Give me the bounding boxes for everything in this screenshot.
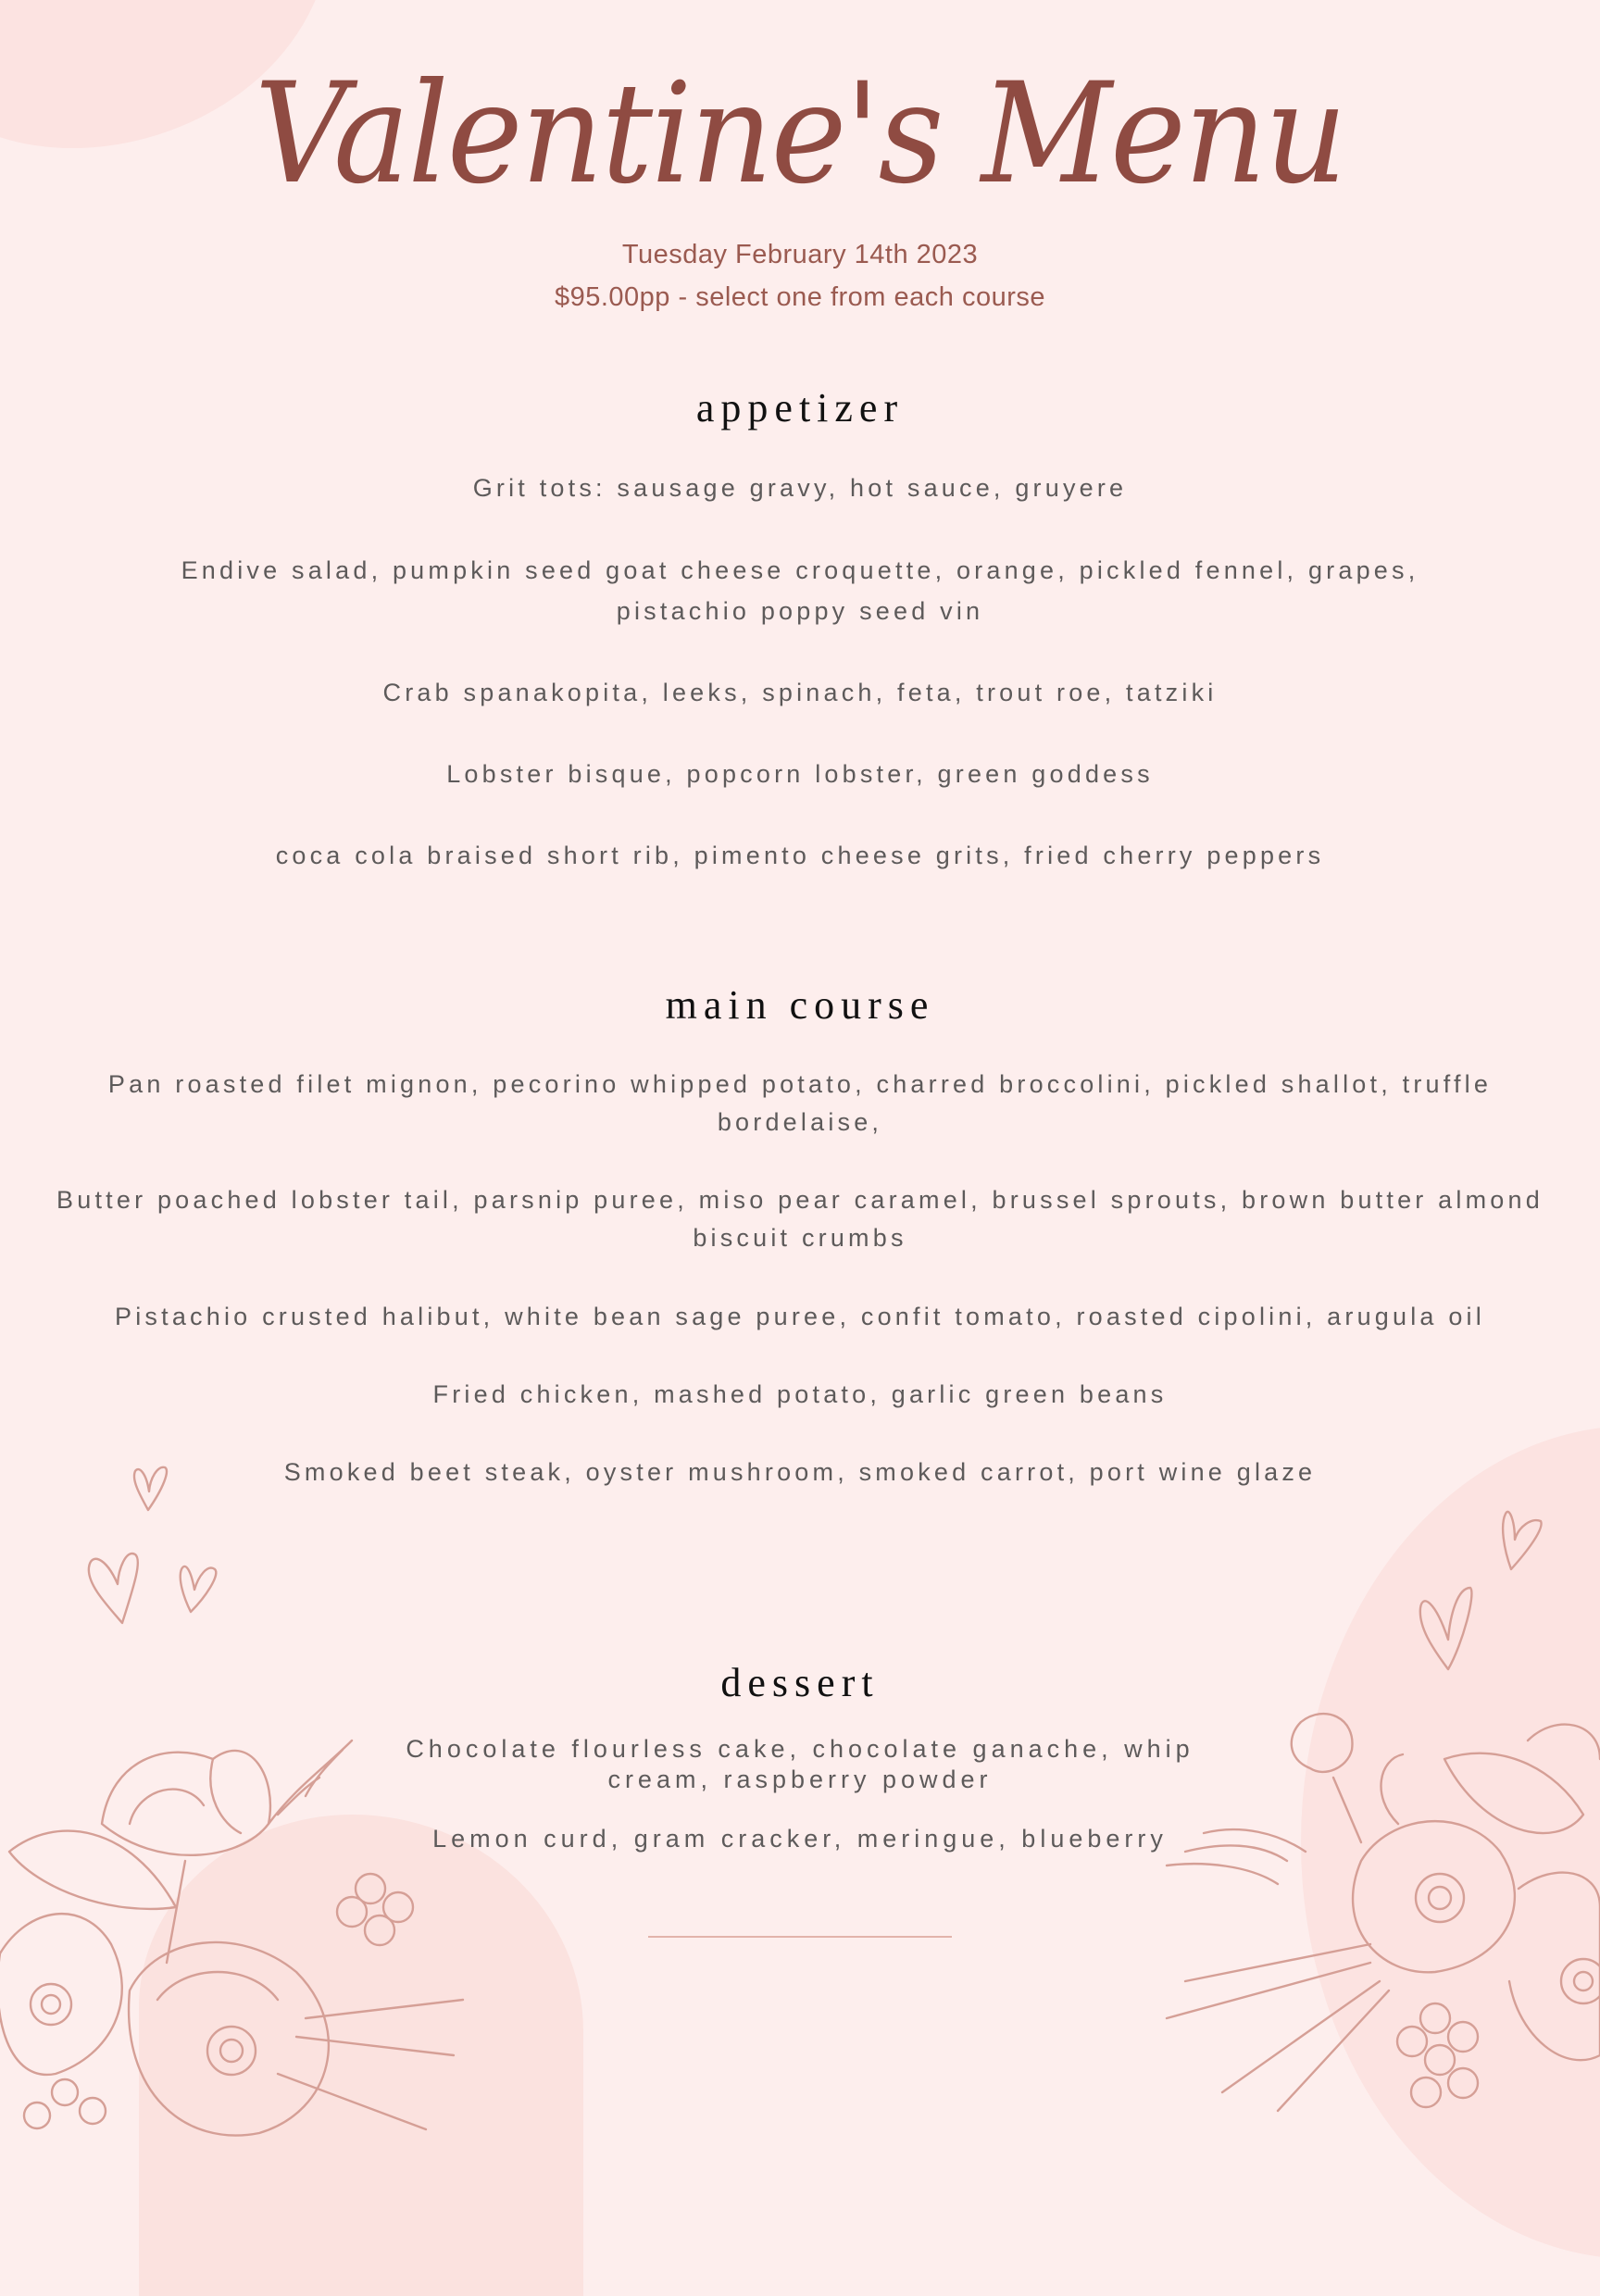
section-heading-main-course: main course: [665, 982, 935, 1028]
heart-icon: [130, 1466, 176, 1521]
menu-item: Smoked beet steak, oyster mushroom, smoked carrot, port wine glaze: [283, 1458, 1317, 1486]
heart-icon: [178, 1560, 224, 1620]
menu-item: Butter poached lobster tail, parsnip puree, miso pear caramel, brussel sprouts, brown butter almond: [56, 1186, 1544, 1214]
menu-item: Pan roasted filet mignon, pecorino whipped potato, charred broccolini, pickled shallot, truffle: [107, 1070, 1493, 1098]
heart-icon: [85, 1551, 150, 1625]
menu-item: Grit tots: sausage gravy, hot sauce, gruyere: [472, 474, 1128, 502]
heart-icon: [1500, 1497, 1546, 1571]
menu-item: Chocolate flourless cake, chocolate ganache, whip: [406, 1735, 1194, 1763]
menu-item-continued: pistachio poppy seed vin: [616, 597, 984, 625]
floral-bouquet-right: [1148, 1703, 1600, 2133]
menu-item: Endive salad, pumpkin seed goat cheese croquette, orange, pickled fennel, grapes,: [181, 556, 1419, 584]
menu-item-continued: bordelaise,: [717, 1108, 883, 1136]
heart-icon: [1415, 1588, 1480, 1671]
divider-line: [648, 1936, 952, 1938]
menu-item: Pistachio crusted halibut, white bean sage puree, confit tomato, roasted cipolini, arugula oil: [115, 1303, 1485, 1330]
menu-item: Fried chicken, mashed potato, garlic green beans: [432, 1380, 1168, 1408]
menu-item: Lemon curd, gram cracker, meringue, blueberry: [432, 1825, 1168, 1853]
floral-bouquet-left: [0, 1722, 481, 2133]
menu-item: Lobster bisque, popcorn lobster, green goddess: [446, 760, 1154, 788]
section-heading-appetizer: appetizer: [695, 385, 905, 430]
event-date: Tuesday February 14th 2023: [621, 240, 979, 269]
section-heading-dessert: dessert: [720, 1660, 880, 1705]
menu-item-continued: biscuit crumbs: [693, 1224, 907, 1252]
menu-item-continued: cream, raspberry powder: [607, 1766, 993, 1793]
price-note: $95.00pp - select one from each course: [554, 282, 1046, 312]
menu-item: Crab spanakopita, leeks, spinach, feta, trout roe, tatziki: [382, 679, 1218, 706]
menu-item: coca cola braised short rib, pimento cheese grits, fried cherry peppers: [275, 842, 1325, 869]
menu-title: Valentine's Menu: [254, 54, 1346, 215]
